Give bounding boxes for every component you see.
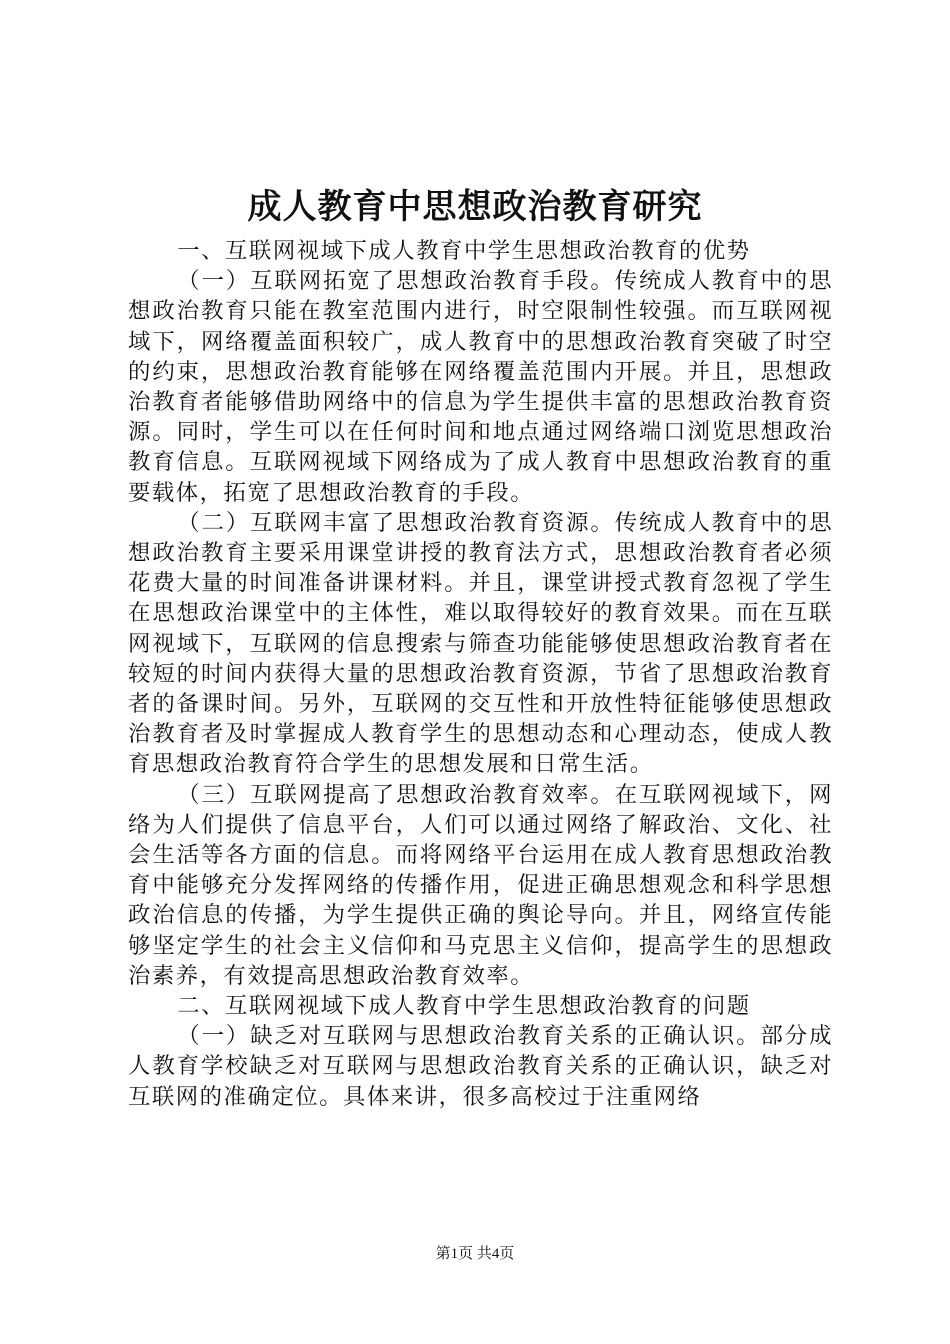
document-title: 成人教育中思想政治教育研究 — [247, 187, 703, 227]
paragraph-1: （一）互联网拓宽了思想政治教育手段。传统成人教育中的思想政治教育只能在教室范围内进行，时空限制性较强。而互联网视域下，网络覆盖面积较广，成人教育中的思想政治教育突破了时空的约束，思想政治教育能够在网络覆盖范围内开展。并且，思想政治教育者能够借助网络中的信息为学生提供丰富的思想政治教育资源。同时，学生可以在任何时间和地点通过网络端口浏览思想政治教育信息。互联网视域下网络成为了成人教育中思想政治教育的重要载体，拓宽了思想政治教育的手段。 — [128, 268, 833, 506]
paragraph-3: （三）互联网提高了思想政治教育效率。在互联网视域下，网络为人们提供了信息平台，人们可以通过网络了解政治、文化、社会生活等各方面的信息。而将网络平台运用在成人教育思想政治教育中能够充分发挥网络的传播作用，促进正确思想观念和科学思想政治信息的传播，为学生提供正确的舆论导向。并且，网络宣传能够坚定学生的社会主义信仰和马克思主义信仰，提高学生的思想政治素养，有效提高思想政治教育效率。 — [128, 781, 833, 989]
document-body — [128, 236, 833, 1112]
paragraph-4: （一）缺乏对互联网与思想政治教育关系的正确认识。部分成人教育学校缺乏对互联网与思想政治教育关系的正确认识，缺乏对互联网的准确定位。具体来讲，很多高校过于注重网络 — [128, 1023, 833, 1110]
section-heading-1: 一、互联网视域下成人教育中学生思想政治教育的优势 — [177, 238, 751, 264]
page-number-footer: 第1页 共4页 — [435, 1246, 515, 1262]
section-heading-2: 二、互联网视域下成人教育中学生思想政治教育的问题 — [177, 993, 751, 1020]
paragraph-2: （二）互联网丰富了思想政治教育资源。传统成人教育中的思想政治教育主要采用课堂讲授的教育法方式，思想政治教育者必须花费大量的时间准备讲课材料。并且，课堂讲授式教育忽视了学生在思想政治课堂中的主体性，难以取得较好的教育效果。而在互联网视域下，互联网的信息搜索与筛查功能能够使思想政治教育者在较短的时间内获得大量的思想政治教育资源，节省了思想政治教育者的备课时间。另外，互联网的交互性和开放性特征能够使思想政治教育者及时掌握成人教育学生的思想动态和心理动态，使成人教育思想政治教育符合学生的思想发展和日常生活。 — [128, 509, 833, 778]
